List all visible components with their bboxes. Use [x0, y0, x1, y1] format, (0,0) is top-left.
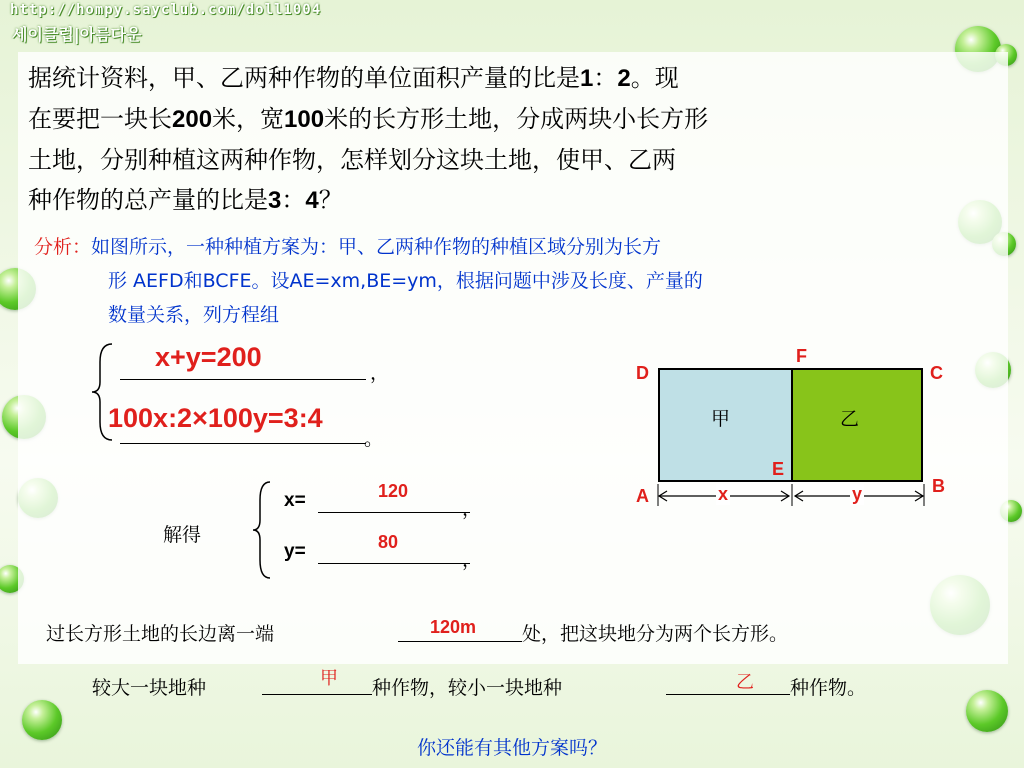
vertex-a-label: A — [636, 486, 649, 506]
equation-1-blank — [120, 379, 366, 380]
text: 在要把一块长 — [28, 105, 172, 133]
solution-x-value: 120 — [378, 481, 409, 501]
dimension-arrows — [655, 484, 927, 508]
text: ： — [593, 64, 618, 92]
ratio-value: 1 — [580, 65, 594, 92]
problem-statement — [28, 58, 1003, 221]
conclusion-larger-crop: 甲 — [320, 668, 338, 689]
conclusion-line2-a: 较大一块地种 — [92, 677, 207, 699]
text: ？ — [318, 186, 343, 214]
vertex-e-label: E — [772, 459, 785, 479]
ratio-value: 2 — [617, 65, 631, 92]
equation-1-punct: ， — [370, 362, 390, 384]
analysis-tag: 分析： — [34, 236, 92, 258]
equation-1: x+y=200 — [155, 342, 262, 372]
solution-y-label: y= — [284, 541, 306, 562]
conclusion-distance: 120m — [430, 617, 477, 637]
analysis-block — [34, 230, 994, 332]
text: ： — [281, 186, 306, 214]
conclusion-smaller-crop: 乙 — [736, 672, 754, 693]
solution-x-punct: ， — [462, 498, 482, 520]
text: 土地，分别种植这两种作物，怎样划分这块土地，使甲、乙两 — [28, 146, 676, 174]
header-url: http://hompy.sayclub.com/doll1004 — [10, 2, 322, 18]
analysis-line: 数量关系，列方程组 — [108, 304, 280, 326]
text: 据统计资料，甲、乙两种作物的单位面积产量的比是 — [28, 64, 580, 92]
solution-x-label: x= — [284, 490, 306, 511]
conclusion-line2-c: 种作物。 — [790, 677, 867, 699]
segment-y-label: y — [852, 484, 863, 504]
solution-label: 解得 — [163, 524, 202, 546]
length-value: 200 — [172, 106, 213, 133]
problem-line — [28, 140, 1003, 180]
solution-y-value: 80 — [378, 532, 399, 552]
text: 米，宽 — [212, 105, 285, 133]
problem-line — [28, 58, 1003, 99]
equation-2-punct: 。 — [364, 428, 384, 450]
conclusion-distance-blank — [398, 641, 522, 642]
text: 米的长方形土地，分成两块小长方形 — [324, 105, 709, 133]
solution-x-blank — [318, 512, 470, 513]
follow-up-question: 你还能有其他方案吗？ — [416, 737, 607, 759]
solution-y-blank — [318, 563, 470, 564]
conclusion-line1-a: 过长方形土地的长边离一端 — [46, 623, 275, 645]
conclusion-line1-b: 处，把这块地分为两个长方形。 — [522, 623, 789, 645]
problem-line — [28, 180, 1003, 221]
vertex-d-label: D — [636, 363, 649, 383]
conclusion-larger-blank — [262, 694, 372, 695]
conclusion-smaller-blank — [666, 694, 790, 695]
analysis-line: 形 AEFD和BCFE。设AE=xm,BE=ym，根据问题中涉及长度、产量的 — [108, 270, 703, 292]
solution-y-punct: ， — [462, 549, 482, 571]
equation-2-blank — [120, 443, 366, 444]
crop-jia-label: 甲 — [711, 408, 731, 430]
equation-2: 100x:2×100y=3:4 — [108, 403, 323, 433]
text: 。现 — [630, 64, 679, 92]
segment-x-label: x — [718, 484, 729, 504]
header-subtitle: 세이클럽|아름다운 — [12, 25, 142, 44]
analysis-line: 如图所示，一种种植方案为：甲、乙两种作物的种植区域分别为长方 — [91, 236, 662, 258]
vertex-f-label: F — [796, 346, 807, 366]
ratio-value: 3 — [268, 187, 282, 214]
crop-yi-label: 乙 — [840, 408, 860, 430]
problem-line — [28, 99, 1003, 140]
solution-brace — [250, 480, 274, 580]
vertex-c-label: C — [930, 363, 943, 383]
width-value: 100 — [284, 106, 325, 133]
bubble-decoration — [966, 690, 1008, 732]
text: 种作物的总产量的比是 — [28, 186, 268, 214]
conclusion-line2-b: 种作物，较小一块地种 — [372, 677, 563, 699]
ratio-value: 4 — [305, 187, 319, 214]
vertex-b-label: B — [932, 476, 945, 496]
